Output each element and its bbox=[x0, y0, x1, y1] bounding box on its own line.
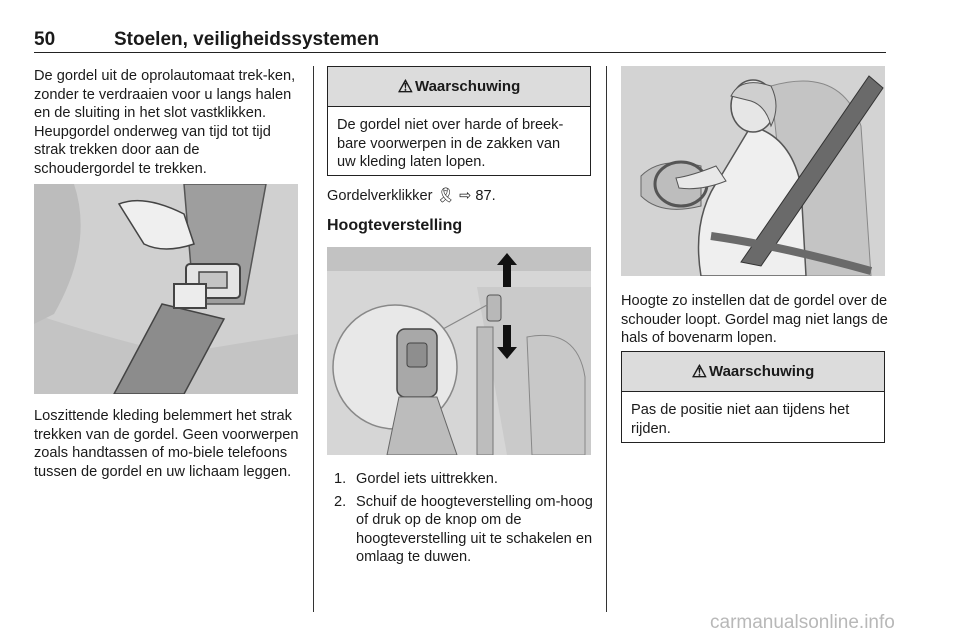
height-adjustment-heading: Hoogteverstelling bbox=[327, 217, 463, 234]
loose-clothing-paragraph: Loszittende kleding belemmert het strak trekken van de gordel. Geen voorwerpen zoals handtassen of mo-biele telefoons tussen de gordel en uw lichaam leggen. bbox=[34, 408, 299, 480]
step-item-1 bbox=[334, 470, 599, 489]
page-reference-icon: ⇨ bbox=[459, 188, 472, 204]
step-number-2: 2. bbox=[334, 493, 347, 510]
height-setting-paragraph: Hoogte zo instellen dat de gordel over de schouder loopt. Gordel mag niet langs de hals of bovenarm lopen. bbox=[621, 293, 888, 347]
footer-watermark: carmanualsonline.info bbox=[710, 612, 895, 633]
warning-box-1-header bbox=[328, 67, 590, 107]
warning-box-1 bbox=[327, 66, 591, 176]
column-divider-right bbox=[606, 66, 607, 612]
warning-box-1-text: De gordel niet over harde of breek-bare voorwerpen in de zakken van uw kleding laten lopen. bbox=[337, 117, 564, 171]
warning-box-2-text: Pas de positie niet aan tijdens het rijden. bbox=[631, 402, 850, 437]
page-title: Stoelen, veiligheidssystemen bbox=[114, 29, 380, 50]
warning-triangle-icon: ⚠ bbox=[691, 361, 707, 381]
warning-box-2 bbox=[621, 351, 885, 443]
belt-reminder-label: Gordelverklikker bbox=[327, 188, 433, 204]
step-number-1: 1. bbox=[334, 471, 347, 487]
height-adjuster-illustration bbox=[327, 247, 591, 455]
page-number: 50 bbox=[34, 29, 56, 50]
adjustment-steps-list bbox=[334, 470, 599, 571]
belt-buckle-illustration bbox=[34, 184, 298, 394]
warning-box-1-title: Waarschuwing bbox=[414, 78, 521, 95]
belt-reminder-line bbox=[327, 187, 597, 206]
seatbelt-reminder-icon: 🎗 bbox=[436, 188, 456, 204]
warning-triangle-icon: ⚠ bbox=[397, 76, 413, 96]
belt-fastening-paragraph: De gordel uit de oprolautomaat trek-ken, zonder te verdraaien voor u langs halen en de sluiting in het slot vastklikken. Heupgordel onderweg van tijd tot tijd strak trekken door aan de schoudergordel te trekken. bbox=[34, 68, 296, 177]
belt-reminder-page-ref: 87. bbox=[475, 188, 496, 204]
header-rule bbox=[34, 52, 886, 53]
step-item-2 bbox=[334, 493, 599, 567]
warning-box-2-header bbox=[622, 352, 884, 392]
warning-box-2-title: Waarschuwing bbox=[708, 363, 815, 380]
column-divider-left bbox=[313, 66, 314, 612]
step-text-1: Gordel iets uittrekken. bbox=[356, 471, 498, 487]
step-text-2: Schuif de hoogteverstelling om-hoog of druk op de knop om de hoogteverstelling uit te schakelen en omlaag te duwen. bbox=[356, 493, 593, 566]
driver-seatbelt-illustration bbox=[621, 66, 885, 276]
